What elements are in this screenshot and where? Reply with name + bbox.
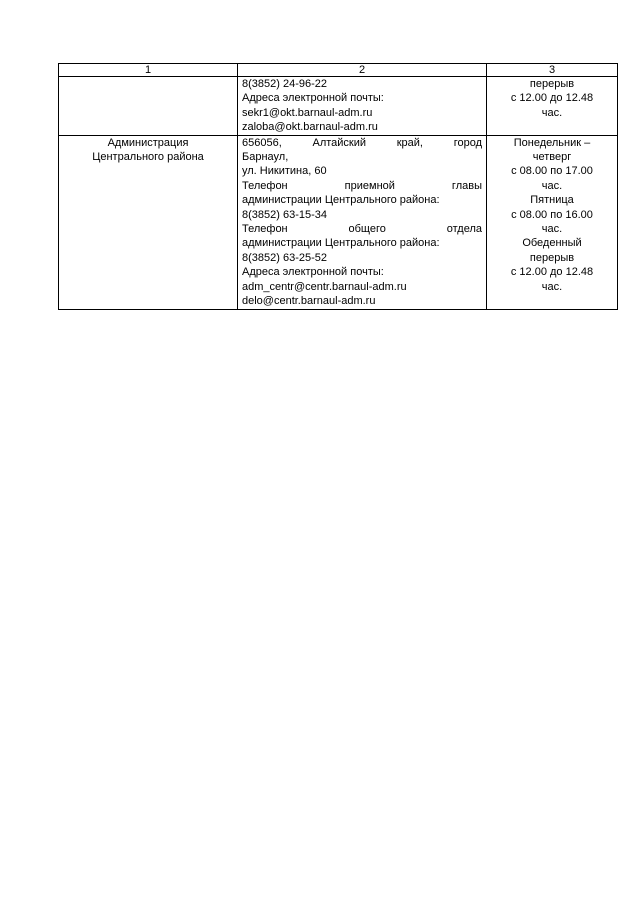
email-address: zaloba@okt.barnaul-adm.ru xyxy=(242,121,378,134)
phone-label: Телефон общего отдела xyxy=(242,223,482,236)
address-line: ул. Никитина, 60 xyxy=(242,165,327,178)
schedule-line: с 12.00 до 12.48 xyxy=(510,92,594,105)
contacts-cell xyxy=(238,77,487,136)
schedule-cell xyxy=(487,77,618,136)
phone-label: Телефон приемной главы xyxy=(242,179,482,192)
phone-line: 8(3852) 63-15-34 xyxy=(242,208,328,221)
schedule-line: с 08.00 по 16.00 xyxy=(511,208,593,221)
email-address: adm_centr@centr.barnaul-adm.ru xyxy=(242,280,407,293)
schedule-line: час. xyxy=(541,179,563,192)
schedule-line: Понедельник – xyxy=(513,136,591,149)
table-row xyxy=(59,77,618,136)
schedule-line: с 12.00 до 12.48 xyxy=(510,266,594,279)
phone-label: администрации Центрального района: xyxy=(242,237,440,250)
column-header-1: 1 xyxy=(59,64,238,77)
org-name-cell xyxy=(59,77,238,136)
address-line: Барнаул, xyxy=(242,151,289,164)
email-label: Адреса электронной почты: xyxy=(242,266,384,279)
contacts-table xyxy=(58,63,618,310)
phone-label: администрации Центрального района: xyxy=(242,194,440,207)
email-address: delo@centr.barnaul-adm.ru xyxy=(242,295,376,308)
column-header-3: 3 xyxy=(487,64,618,77)
org-name-line: Администрация xyxy=(107,136,189,149)
address-line: 656056, Алтайский край, город xyxy=(242,136,482,149)
org-name-line: Центрального района xyxy=(92,151,204,164)
schedule-cell xyxy=(487,135,618,309)
schedule-line: час. xyxy=(541,280,563,293)
schedule-line: перерыв xyxy=(529,251,575,264)
schedule-line: перерыв xyxy=(529,78,575,90)
contacts-cell xyxy=(238,135,487,309)
table-header-row xyxy=(59,64,618,77)
email-address: sekr1@okt.barnaul-adm.ru xyxy=(242,106,373,119)
org-name-cell xyxy=(59,135,238,309)
schedule-line: час. xyxy=(541,106,563,119)
phone-line: 8(3852) 63-25-52 xyxy=(242,251,328,264)
phone-line: 8(3852) 24-96-22 xyxy=(242,78,328,90)
table-row xyxy=(59,135,618,309)
email-label: Адреса электронной почты: xyxy=(242,92,384,105)
schedule-line: час. xyxy=(541,223,563,236)
column-header-2: 2 xyxy=(238,64,487,77)
schedule-line: с 08.00 по 17.00 xyxy=(511,165,593,178)
schedule-line: четверг xyxy=(532,151,572,164)
schedule-line: Пятница xyxy=(530,194,574,207)
schedule-line: Обеденный xyxy=(522,237,582,250)
